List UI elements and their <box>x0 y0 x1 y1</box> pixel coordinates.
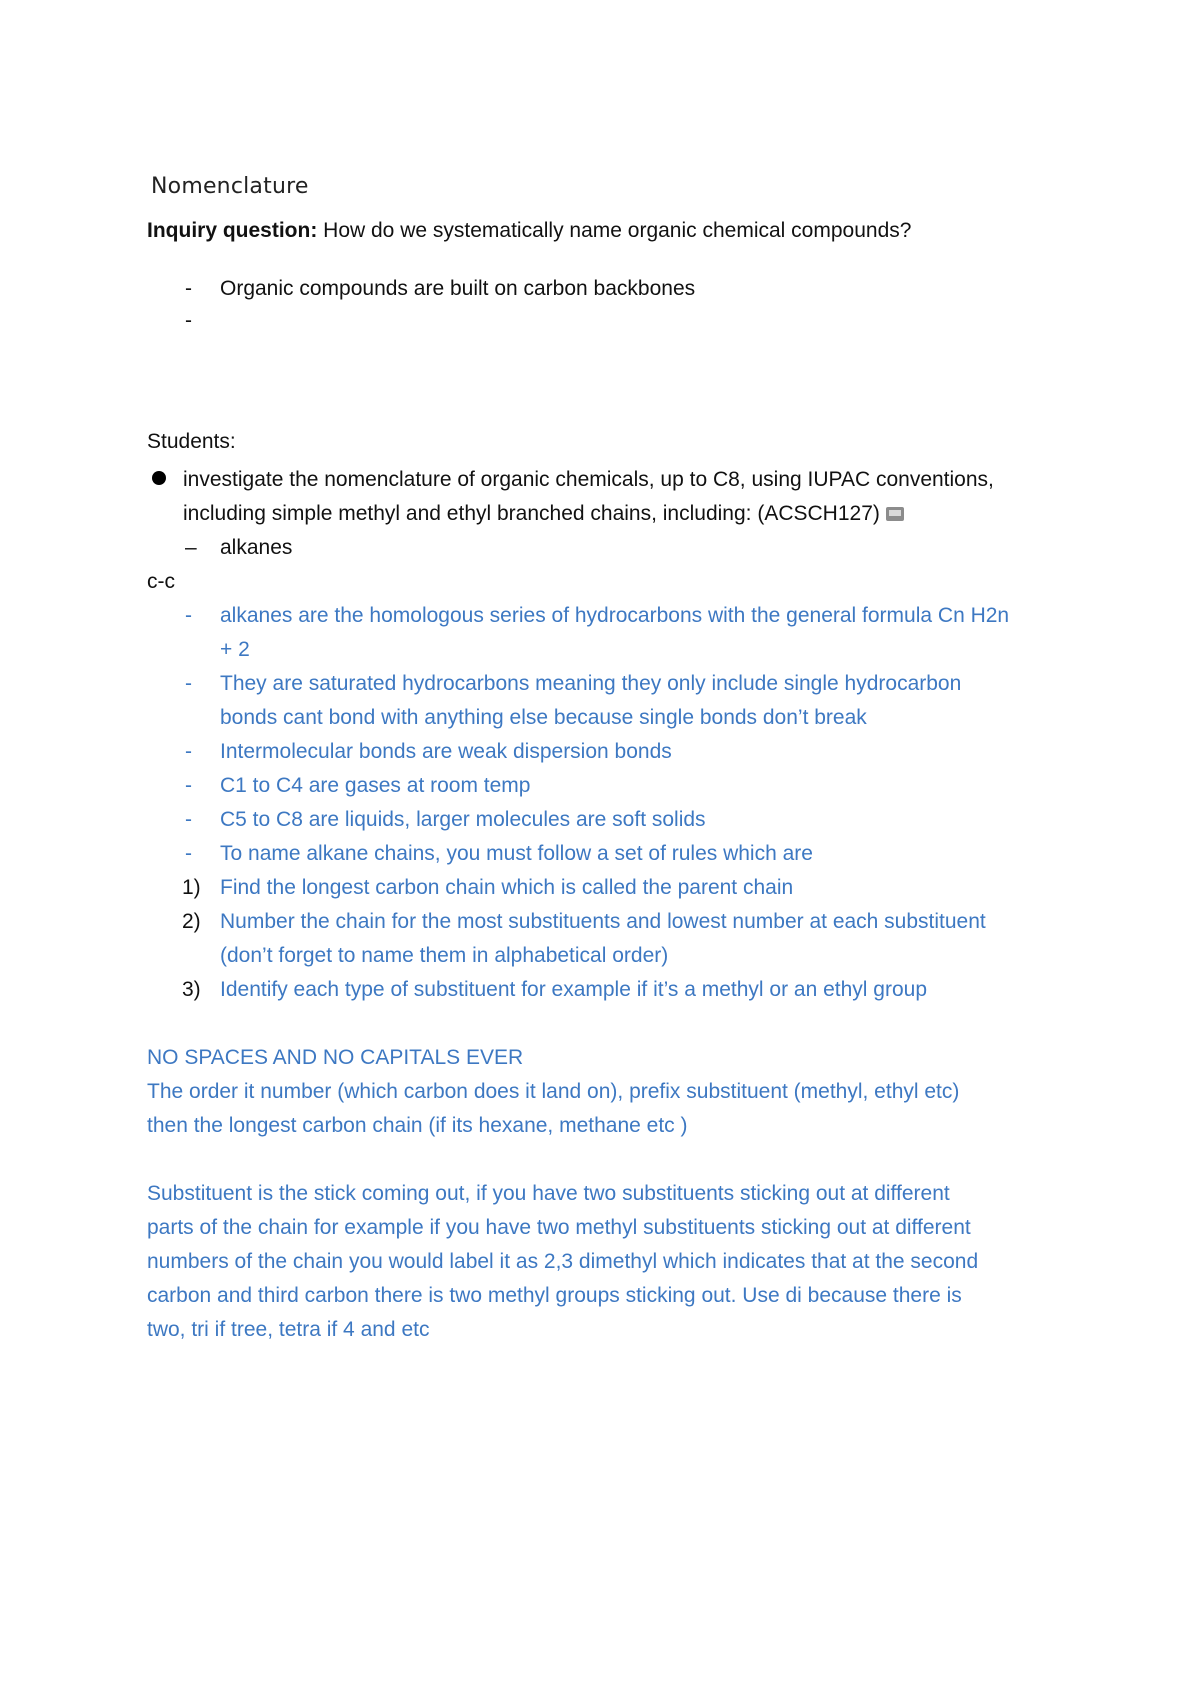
rule-number: 1) <box>182 876 201 899</box>
sub-item-alkanes: alkanes <box>220 536 293 559</box>
note-item: Intermolecular bonds are weak dispersion bonds <box>220 740 672 763</box>
bullet-text: including simple methyl and ethyl branched chains, including: (ACSCH127) <box>183 502 880 525</box>
order-line: The order it number (which carbon does it land on), prefix substituent (methyl, ethyl etc) <box>147 1080 960 1103</box>
list-dash: - <box>185 808 192 831</box>
rule-text-continuation: (don’t forget to name them in alphabetical order) <box>220 944 669 967</box>
document-icon <box>886 507 904 521</box>
rule-number: 3) <box>182 978 201 1001</box>
cc-label: c-c <box>147 570 175 593</box>
students-label: Students: <box>147 430 236 453</box>
list-dash: - <box>185 672 192 695</box>
list-item: Organic compounds are built on carbon backbones <box>220 277 696 300</box>
list-dash: - <box>185 740 192 763</box>
note-item: To name alkane chains, you must follow a set of rules which are <box>220 842 813 865</box>
list-dash: - <box>185 277 192 300</box>
substituent-line: carbon and third carbon there is two methyl groups sticking out. Use di because there is <box>147 1284 962 1307</box>
bullet-text-line-1: investigate the nomenclature of organic chemicals, up to C8, using IUPAC conventions, <box>183 468 994 491</box>
note-item-continuation: bonds cant bond with anything else because single bonds don’t break <box>220 706 867 729</box>
inquiry-question <box>147 214 911 248</box>
page-title: Nomenclature <box>151 174 309 199</box>
order-line: then the longest carbon chain (if its hexane, methane etc ) <box>147 1114 688 1137</box>
substituent-line: two, tri if tree, tetra if 4 and etc <box>147 1318 430 1341</box>
note-item: C1 to C4 are gases at room temp <box>220 774 531 797</box>
note-item-continuation: + 2 <box>220 638 250 661</box>
rule-text: Identify each type of substituent for example if it’s a methyl or an ethyl group <box>220 978 927 1001</box>
inquiry-text: How do we systematically name organic chemical compounds? <box>317 219 912 242</box>
bullet-icon <box>152 471 166 485</box>
list-dash: - <box>185 309 192 332</box>
substituent-line: Substituent is the stick coming out, if you have two substituents sticking out at different <box>147 1182 950 1205</box>
bullet-text-line-2 <box>183 497 904 531</box>
substituent-line: numbers of the chain you would label it as 2,3 dimethyl which indicates that at the second <box>147 1250 979 1273</box>
rule-number: 2) <box>182 910 201 933</box>
rule-text: Find the longest carbon chain which is called the parent chain <box>220 876 794 899</box>
rule-text: Number the chain for the most substituents and lowest number at each substituent <box>220 910 986 933</box>
note-item: alkanes are the homologous series of hydrocarbons with the general formula Cn H2n <box>220 604 1010 627</box>
sub-item-dash: – <box>185 536 197 559</box>
note-item: They are saturated hydrocarbons meaning they only include single hydrocarbon <box>220 672 962 695</box>
substituent-line: parts of the chain for example if you have two methyl substituents sticking out at different <box>147 1216 971 1239</box>
caps-note: NO SPACES AND NO CAPITALS EVER <box>147 1046 524 1069</box>
inquiry-label: Inquiry question: <box>147 219 318 242</box>
note-item: C5 to C8 are liquids, larger molecules are soft solids <box>220 808 706 831</box>
list-dash: - <box>185 774 192 797</box>
list-dash: - <box>185 842 192 865</box>
list-dash: - <box>185 604 192 627</box>
